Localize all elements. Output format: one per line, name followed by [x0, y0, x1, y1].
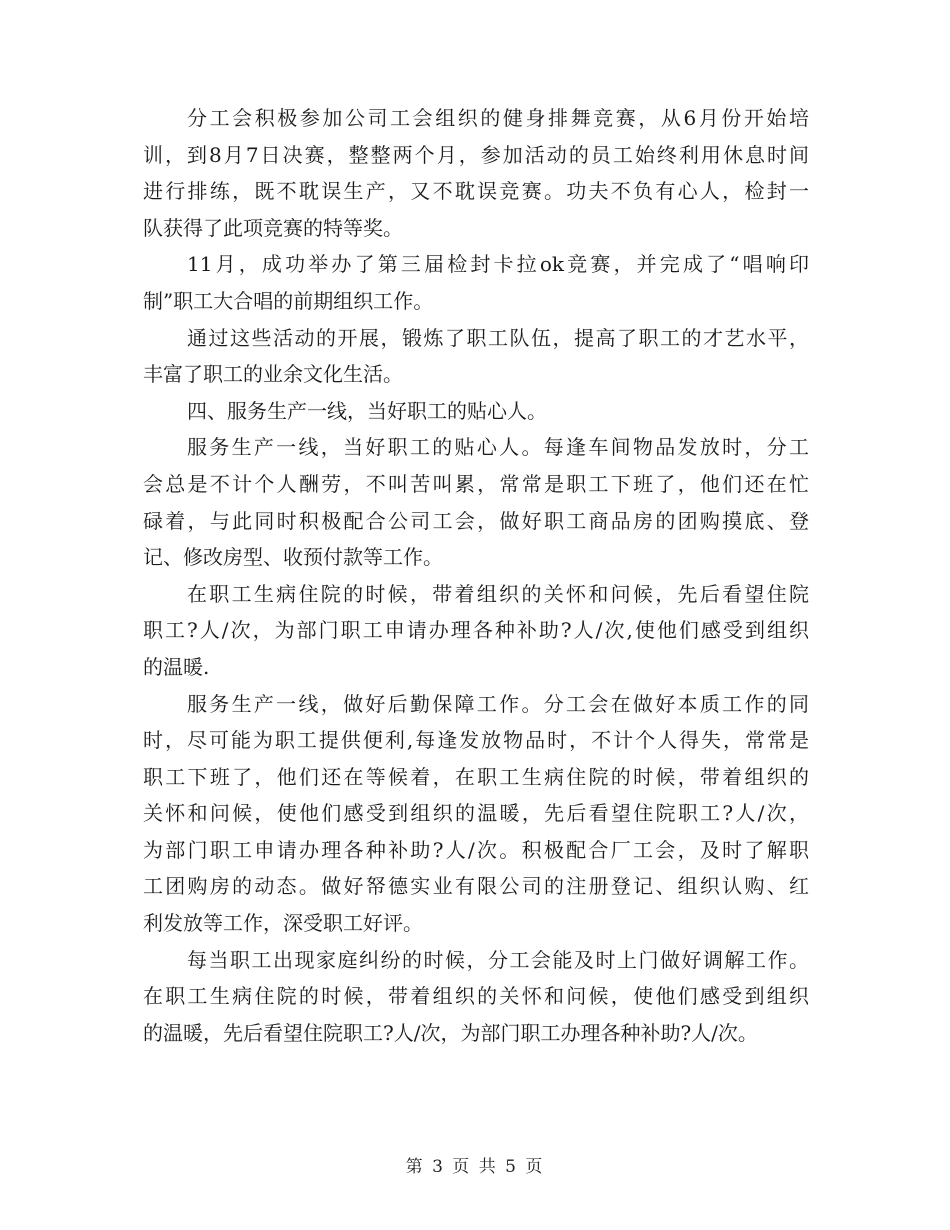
text-line: 为部门职工申请办理各种补助?人/次。积极配合厂工会，及时了解职 — [143, 837, 809, 862]
paragraph — [143, 320, 809, 393]
text-line: 队获得了此项竞赛的特等奖。 — [143, 215, 403, 240]
text-line: 在职工生病住院的时候，带着组织的关怀和问候，先后看望住院 — [187, 581, 809, 606]
page-number-footer: 第 3 页 共 5 页 — [405, 1157, 545, 1177]
text-line: 每当职工出现家庭纠纷的时候，分工会能及时上门做好调解工作。 — [187, 947, 809, 972]
paragraph — [143, 576, 809, 686]
text-line: 碌着，与此同时积极配合公司工会，做好职工商品房的团购摸底、登 — [143, 508, 809, 533]
text-line: 工团购房的动态。做好帑德实业有限公司的注册登记、组织认购、红 — [143, 874, 809, 899]
text-line: 会总是不计个人酬劳，不叫苦叫累，常常是职工下班了，他们还在忙 — [143, 471, 809, 496]
text-line: 11月，成功举办了第三届检封卡拉ok竞赛，并完成了“唱响印 — [187, 252, 809, 277]
text-line: 服务生产一线，当好职工的贴心人。每逢车间物品发放时，分工 — [187, 435, 809, 460]
text-line: 制”职工大合唱的前期组织工作。 — [143, 288, 434, 313]
section-heading — [143, 393, 809, 430]
text-line: 时，尽可能为职工提供便利,每逢发放物品时，不计个人得失，常常是 — [143, 728, 809, 753]
text-line: 利发放等工作，深受职工好评。 — [143, 911, 423, 936]
text-line: 丰富了职工的业余文化生活。 — [143, 362, 403, 387]
paragraph — [143, 942, 809, 1052]
text-line: 关怀和问候，使他们感受到组织的温暖，先后看望住院职工?人/次， — [143, 801, 809, 826]
text-line: 在职工生病住院的时候，带着组织的关怀和问候，使他们感受到组织 — [143, 984, 809, 1009]
text-line: 职工下班了，他们还在等候着，在职工生病住院的时候，带着组织的 — [143, 764, 809, 789]
paragraph — [143, 246, 809, 319]
text-line: 通过这些活动的开展，锻炼了职工队伍，提高了职工的才艺水平， — [187, 325, 809, 350]
text-line: 记、修改房型、收预付款等工作。 — [143, 545, 443, 570]
text-line: 的温暖. — [143, 654, 210, 679]
text-line: 服务生产一线，做好后勤保障工作。分工会在做好本质工作的同 — [187, 691, 809, 716]
paragraph — [143, 686, 809, 942]
text-line: 四、服务生产一线，当好职工的贴心人。 — [187, 398, 547, 423]
text-line: 训，到8月7日决赛，整整两个月，参加活动的员工始终利用休息时间 — [143, 142, 809, 167]
text-line: 的温暖，先后看望住院职工?人/次，为部门职工办理各种补助?人/次。 — [143, 1020, 758, 1045]
text-line: 分工会积极参加公司工会组织的健身排舞竞赛，从6月份开始培 — [187, 106, 809, 130]
paragraph — [143, 429, 809, 575]
paragraph — [143, 100, 809, 246]
document-body — [143, 100, 809, 1051]
text-line: 进行排练，既不耽误生产，又不耽误竞赛。功夫不负有心人，检封一 — [143, 179, 809, 204]
text-line: 职工?人/次，为部门职工申请办理各种补助?人/次,使他们感受到组织 — [143, 618, 809, 643]
